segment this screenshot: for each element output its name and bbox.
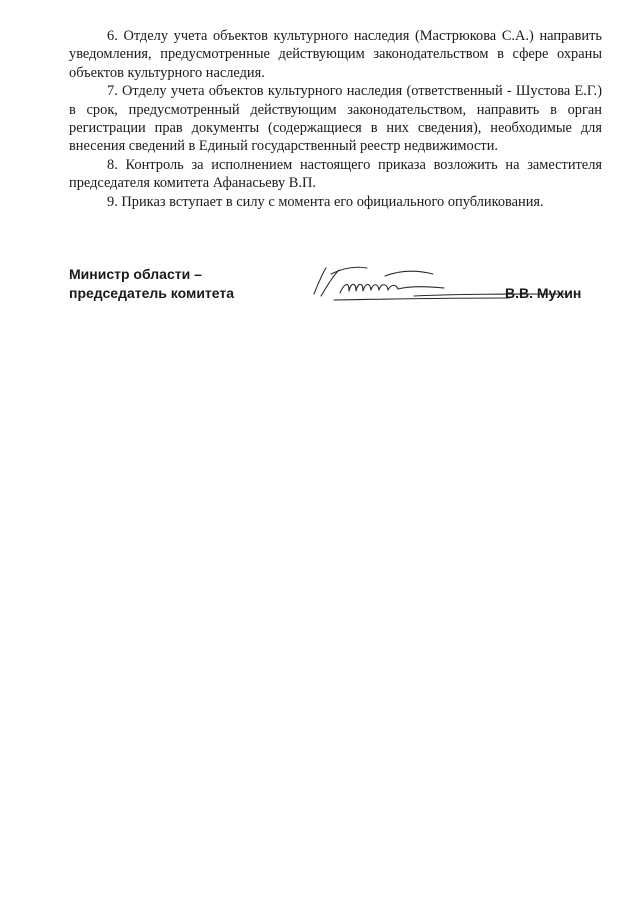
paragraph-8: 8. Контроль за исполнением настоящего приказа возложить на заместителя председателя комитета Афанасьеву В.П.: [69, 156, 602, 192]
paragraph-6: 6. Отделу учета объектов культурного наследия (Мастрюкова С.А.) направить уведомления, предусмотренные действующим законодательством в сфере охраны объектов культурного наследия.: [69, 28, 602, 81]
paragraph-9: 9. Приказ вступает в силу с момента его официального опубликования.: [107, 193, 544, 210]
document-body: [69, 27, 602, 211]
paragraph-7: 7. Отделу учета объектов культурного наследия (ответственный - Шустова Е.Г.) в срок, предусмотренный действующим законодательством, направить в орган регистрации прав документы (содержащиеся в них сведения), необходимые для внесения сведений в Единый государственный реестр недвижимости.: [69, 83, 602, 155]
signature-block: [69, 265, 604, 315]
signatory-name: В.В. Мухин: [505, 285, 582, 301]
signatory-title-line-2: председатель комитета: [69, 285, 235, 301]
signatory-title: [69, 265, 234, 303]
signatory-title-line-1: Министр области –: [69, 266, 202, 282]
